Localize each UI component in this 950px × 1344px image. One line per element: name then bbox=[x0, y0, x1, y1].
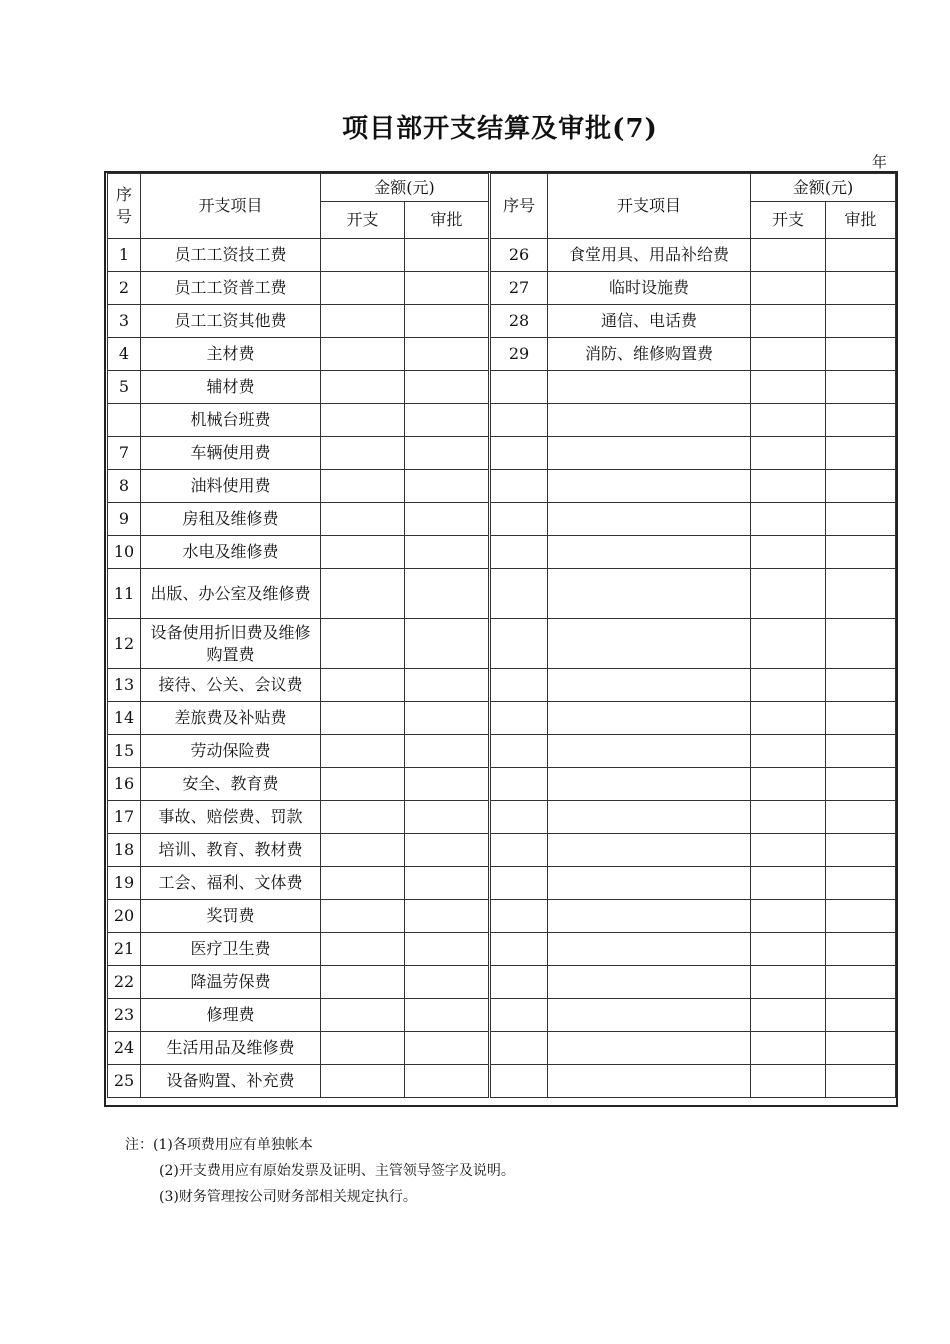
row-item-name: 员工工资其他费 bbox=[141, 305, 321, 338]
row-number bbox=[491, 669, 548, 702]
row-number bbox=[491, 1032, 548, 1065]
approve-amount-cell[interactable] bbox=[826, 867, 896, 900]
table-row bbox=[108, 338, 489, 371]
row-number: 29 bbox=[491, 338, 548, 371]
spend-amount-cell[interactable] bbox=[751, 503, 826, 536]
table-row bbox=[491, 338, 896, 371]
table-row bbox=[108, 669, 489, 702]
notes bbox=[125, 1132, 515, 1210]
row-number: 5 bbox=[108, 371, 141, 404]
approve-amount-cell[interactable] bbox=[826, 735, 896, 768]
table-row bbox=[491, 536, 896, 569]
row-item-name: 临时设施费 bbox=[548, 272, 751, 305]
table-row bbox=[491, 768, 896, 801]
approve-amount-cell[interactable] bbox=[405, 503, 489, 536]
amount-header: 金额(元) bbox=[321, 174, 489, 202]
approve-amount-cell[interactable] bbox=[405, 834, 489, 867]
row-number: 19 bbox=[108, 867, 141, 900]
table-row bbox=[108, 867, 489, 900]
row-item-name bbox=[548, 1032, 751, 1065]
row-number bbox=[491, 569, 548, 619]
row-number: 7 bbox=[108, 437, 141, 470]
approve-amount-cell[interactable] bbox=[405, 272, 489, 305]
approve-amount-cell[interactable] bbox=[826, 702, 896, 735]
spend-header: 开支 bbox=[321, 202, 405, 239]
row-number: 26 bbox=[491, 239, 548, 272]
row-item-name: 员工工资普工费 bbox=[141, 272, 321, 305]
table-row bbox=[491, 569, 896, 619]
spend-amount-cell[interactable] bbox=[751, 768, 826, 801]
row-item-name bbox=[548, 371, 751, 404]
table-row bbox=[108, 371, 489, 404]
row-item-name bbox=[548, 735, 751, 768]
row-number: 27 bbox=[491, 272, 548, 305]
row-item-name: 劳动保险费 bbox=[141, 735, 321, 768]
table-row bbox=[491, 239, 896, 272]
row-item-name: 辅材费 bbox=[141, 371, 321, 404]
table-row bbox=[108, 1032, 489, 1065]
approve-amount-cell[interactable] bbox=[405, 702, 489, 735]
row-item-name: 降温劳保费 bbox=[141, 966, 321, 999]
table-row bbox=[491, 900, 896, 933]
row-item-name: 医疗卫生费 bbox=[141, 933, 321, 966]
row-number: 2 bbox=[108, 272, 141, 305]
table-row bbox=[108, 702, 489, 735]
approve-amount-cell[interactable] bbox=[826, 768, 896, 801]
table-row bbox=[108, 933, 489, 966]
row-number: 18 bbox=[108, 834, 141, 867]
row-number bbox=[491, 834, 548, 867]
row-number bbox=[491, 536, 548, 569]
table-row bbox=[108, 569, 489, 619]
spend-amount-cell[interactable] bbox=[321, 702, 405, 735]
table-row bbox=[108, 536, 489, 569]
row-number: 23 bbox=[108, 999, 141, 1032]
row-item-name bbox=[548, 536, 751, 569]
row-item-name: 车辆使用费 bbox=[141, 437, 321, 470]
approve-amount-cell[interactable] bbox=[405, 1065, 489, 1098]
row-item-name: 消防、维修购置费 bbox=[548, 338, 751, 371]
table-row bbox=[491, 503, 896, 536]
spend-amount-cell[interactable] bbox=[751, 933, 826, 966]
approve-amount-cell[interactable] bbox=[405, 966, 489, 999]
row-item-name bbox=[548, 404, 751, 437]
spend-amount-cell[interactable] bbox=[751, 801, 826, 834]
approve-amount-cell[interactable] bbox=[405, 999, 489, 1032]
row-number: 16 bbox=[108, 768, 141, 801]
spend-amount-cell[interactable] bbox=[321, 272, 405, 305]
spend-amount-cell[interactable] bbox=[751, 569, 826, 619]
item-header: 开支项目 bbox=[141, 174, 321, 239]
table-row bbox=[491, 735, 896, 768]
row-item-name bbox=[548, 470, 751, 503]
note-1: 注：(1)各项费用应有单独帐本 bbox=[125, 1137, 313, 1153]
table-row bbox=[108, 900, 489, 933]
approve-header: 审批 bbox=[405, 202, 489, 239]
row-number bbox=[491, 437, 548, 470]
approve-amount-cell[interactable] bbox=[826, 834, 896, 867]
spend-amount-cell[interactable] bbox=[751, 867, 826, 900]
approve-amount-cell[interactable] bbox=[405, 404, 489, 437]
table-row bbox=[491, 272, 896, 305]
spend-amount-cell[interactable] bbox=[321, 966, 405, 999]
row-number: 14 bbox=[108, 702, 141, 735]
spend-amount-cell[interactable] bbox=[751, 619, 826, 669]
approve-amount-cell[interactable] bbox=[826, 437, 896, 470]
table-row bbox=[491, 966, 896, 999]
row-number bbox=[491, 619, 548, 669]
seq-header-line2: 号 bbox=[115, 207, 132, 226]
row-item-name: 奖罚费 bbox=[141, 900, 321, 933]
spend-amount-cell[interactable] bbox=[321, 801, 405, 834]
spend-amount-cell[interactable] bbox=[321, 999, 405, 1032]
approve-amount-cell[interactable] bbox=[826, 371, 896, 404]
table-row bbox=[108, 437, 489, 470]
approve-amount-cell[interactable] bbox=[826, 1065, 896, 1098]
row-item-name bbox=[548, 966, 751, 999]
row-item-name bbox=[548, 437, 751, 470]
row-number: 3 bbox=[108, 305, 141, 338]
approve-amount-cell[interactable] bbox=[405, 669, 489, 702]
note-2: (2)开支费用应有原始发票及证明、主管领导签字及说明。 bbox=[159, 1163, 515, 1179]
row-number bbox=[491, 1065, 548, 1098]
approve-amount-cell[interactable] bbox=[405, 801, 489, 834]
approve-amount-cell[interactable] bbox=[405, 239, 489, 272]
spend-amount-cell[interactable] bbox=[321, 1032, 405, 1065]
approve-amount-cell[interactable] bbox=[826, 239, 896, 272]
table-row bbox=[108, 768, 489, 801]
approve-amount-cell[interactable] bbox=[826, 619, 896, 669]
year-field[interactable]: 年 bbox=[795, 152, 887, 173]
spend-amount-cell[interactable] bbox=[751, 735, 826, 768]
approve-amount-cell[interactable] bbox=[826, 669, 896, 702]
spend-amount-cell[interactable] bbox=[751, 900, 826, 933]
table-row bbox=[108, 470, 489, 503]
row-number: 17 bbox=[108, 801, 141, 834]
row-number: 12 bbox=[108, 619, 141, 669]
row-number: 25 bbox=[108, 1065, 141, 1098]
row-item-name: 培训、教育、教材费 bbox=[141, 834, 321, 867]
row-item-name bbox=[548, 900, 751, 933]
spend-amount-cell[interactable] bbox=[321, 404, 405, 437]
spend-amount-cell[interactable] bbox=[321, 338, 405, 371]
table-row bbox=[108, 305, 489, 338]
row-item-name bbox=[548, 768, 751, 801]
row-item-name bbox=[548, 999, 751, 1032]
row-item-name: 通信、电话费 bbox=[548, 305, 751, 338]
row-item-name bbox=[548, 1065, 751, 1098]
approve-amount-cell[interactable] bbox=[826, 536, 896, 569]
table-row bbox=[491, 801, 896, 834]
row-number bbox=[491, 503, 548, 536]
row-item-name: 机械台班费 bbox=[141, 404, 321, 437]
seq-header-line1: 序 bbox=[115, 185, 132, 204]
row-number: 11 bbox=[108, 569, 141, 619]
approve-amount-cell[interactable] bbox=[826, 900, 896, 933]
spend-amount-cell[interactable] bbox=[751, 1032, 826, 1065]
row-number bbox=[491, 933, 548, 966]
row-number: 24 bbox=[108, 1032, 141, 1065]
spend-amount-cell[interactable] bbox=[321, 305, 405, 338]
spend-amount-cell[interactable] bbox=[321, 834, 405, 867]
expense-table-right bbox=[490, 173, 896, 1098]
approve-amount-cell[interactable] bbox=[405, 933, 489, 966]
spend-amount-cell[interactable] bbox=[751, 999, 826, 1032]
approve-header: 审批 bbox=[826, 202, 896, 239]
table-row bbox=[491, 437, 896, 470]
row-item-name: 接待、公关、会议费 bbox=[141, 669, 321, 702]
row-number: 13 bbox=[108, 669, 141, 702]
spend-amount-cell[interactable] bbox=[751, 966, 826, 999]
table-row bbox=[491, 867, 896, 900]
table-row bbox=[108, 735, 489, 768]
spend-amount-cell[interactable] bbox=[751, 239, 826, 272]
row-item-name bbox=[548, 669, 751, 702]
approve-amount-cell[interactable] bbox=[405, 735, 489, 768]
row-number bbox=[491, 404, 548, 437]
row-number: 15 bbox=[108, 735, 141, 768]
row-item-name: 出版、办公室及维修费 bbox=[141, 569, 321, 619]
approve-amount-cell[interactable] bbox=[826, 966, 896, 999]
approve-amount-cell[interactable] bbox=[826, 305, 896, 338]
row-item-name bbox=[548, 867, 751, 900]
item-header: 开支项目 bbox=[548, 174, 751, 239]
row-number bbox=[491, 702, 548, 735]
spend-amount-cell[interactable] bbox=[751, 305, 826, 338]
spend-amount-cell[interactable] bbox=[321, 503, 405, 536]
spend-amount-cell[interactable] bbox=[321, 1065, 405, 1098]
spend-amount-cell[interactable] bbox=[751, 1065, 826, 1098]
approve-amount-cell[interactable] bbox=[405, 900, 489, 933]
row-number: 28 bbox=[491, 305, 548, 338]
table-row bbox=[108, 966, 489, 999]
row-number bbox=[491, 966, 548, 999]
expense-table-left bbox=[107, 173, 489, 1098]
table-row bbox=[108, 404, 489, 437]
spend-amount-cell[interactable] bbox=[321, 867, 405, 900]
approve-amount-cell[interactable] bbox=[405, 338, 489, 371]
table-row bbox=[108, 503, 489, 536]
row-item-name: 设备购置、补充费 bbox=[141, 1065, 321, 1098]
table-row bbox=[491, 669, 896, 702]
approve-amount-cell[interactable] bbox=[826, 470, 896, 503]
spend-amount-cell[interactable] bbox=[751, 669, 826, 702]
spend-amount-cell[interactable] bbox=[321, 239, 405, 272]
approve-amount-cell[interactable] bbox=[405, 371, 489, 404]
spend-amount-cell[interactable] bbox=[321, 735, 405, 768]
row-item-name bbox=[548, 702, 751, 735]
page-title: 项目部开支结算及审批(7) bbox=[342, 114, 658, 144]
row-item-name bbox=[548, 503, 751, 536]
table-row bbox=[491, 305, 896, 338]
spend-amount-cell[interactable] bbox=[321, 569, 405, 619]
row-item-name: 生活用品及维修费 bbox=[141, 1032, 321, 1065]
row-item-name bbox=[548, 933, 751, 966]
approve-amount-cell[interactable] bbox=[826, 999, 896, 1032]
row-item-name: 主材费 bbox=[141, 338, 321, 371]
spend-header: 开支 bbox=[751, 202, 826, 239]
spend-amount-cell[interactable] bbox=[751, 470, 826, 503]
spend-amount-cell[interactable] bbox=[751, 437, 826, 470]
approve-amount-cell[interactable] bbox=[405, 470, 489, 503]
spend-amount-cell[interactable] bbox=[751, 536, 826, 569]
row-item-name: 差旅费及补贴费 bbox=[141, 702, 321, 735]
table-row bbox=[491, 1032, 896, 1065]
table-row bbox=[108, 1065, 489, 1098]
approve-amount-cell[interactable] bbox=[826, 338, 896, 371]
approve-amount-cell[interactable] bbox=[405, 569, 489, 619]
table-row bbox=[108, 999, 489, 1032]
approve-amount-cell[interactable] bbox=[826, 404, 896, 437]
spend-amount-cell[interactable] bbox=[751, 834, 826, 867]
row-item-name bbox=[548, 569, 751, 619]
spend-amount-cell[interactable] bbox=[751, 404, 826, 437]
approve-amount-cell[interactable] bbox=[826, 1032, 896, 1065]
seq-header: 序号 bbox=[491, 174, 548, 239]
row-number: 22 bbox=[108, 966, 141, 999]
note-3: (3)财务管理按公司财务部相关规定执行。 bbox=[159, 1189, 417, 1205]
table-row bbox=[491, 1065, 896, 1098]
spend-amount-cell[interactable] bbox=[321, 470, 405, 503]
row-number bbox=[491, 768, 548, 801]
row-item-name bbox=[548, 801, 751, 834]
spend-amount-cell[interactable] bbox=[321, 619, 405, 669]
table-row bbox=[491, 702, 896, 735]
table-row bbox=[108, 834, 489, 867]
table-row bbox=[108, 801, 489, 834]
table-row bbox=[491, 404, 896, 437]
table-row bbox=[491, 470, 896, 503]
row-item-name: 修理费 bbox=[141, 999, 321, 1032]
table-row bbox=[108, 272, 489, 305]
row-number: 10 bbox=[108, 536, 141, 569]
spend-amount-cell[interactable] bbox=[321, 371, 405, 404]
spend-amount-cell[interactable] bbox=[321, 437, 405, 470]
spend-amount-cell[interactable] bbox=[751, 371, 826, 404]
row-item-name: 安全、教育费 bbox=[141, 768, 321, 801]
table-row bbox=[108, 239, 489, 272]
spend-amount-cell[interactable] bbox=[321, 669, 405, 702]
approve-amount-cell[interactable] bbox=[405, 1032, 489, 1065]
row-number bbox=[491, 867, 548, 900]
table-row bbox=[491, 619, 896, 669]
row-item-name bbox=[548, 619, 751, 669]
amount-header: 金额(元) bbox=[751, 174, 896, 202]
seq-header bbox=[108, 174, 141, 239]
row-item-name: 员工工资技工费 bbox=[141, 239, 321, 272]
row-number bbox=[108, 404, 141, 437]
row-item-name: 工会、福利、文体费 bbox=[141, 867, 321, 900]
approve-amount-cell[interactable] bbox=[826, 933, 896, 966]
table-row bbox=[108, 619, 489, 669]
row-number: 4 bbox=[108, 338, 141, 371]
row-number bbox=[491, 735, 548, 768]
row-number bbox=[491, 470, 548, 503]
row-item-name: 设备使用折旧费及维修购置费 bbox=[141, 619, 321, 669]
spend-amount-cell[interactable] bbox=[321, 536, 405, 569]
row-number bbox=[491, 371, 548, 404]
approve-amount-cell[interactable] bbox=[405, 867, 489, 900]
table-row bbox=[491, 933, 896, 966]
approve-amount-cell[interactable] bbox=[405, 768, 489, 801]
row-number bbox=[491, 900, 548, 933]
row-number bbox=[491, 999, 548, 1032]
spend-amount-cell[interactable] bbox=[751, 272, 826, 305]
table-row bbox=[491, 834, 896, 867]
row-item-name bbox=[548, 834, 751, 867]
row-number: 20 bbox=[108, 900, 141, 933]
row-number: 21 bbox=[108, 933, 141, 966]
row-number: 1 bbox=[108, 239, 141, 272]
approve-amount-cell[interactable] bbox=[826, 801, 896, 834]
table-row bbox=[491, 371, 896, 404]
approve-amount-cell[interactable] bbox=[405, 437, 489, 470]
row-item-name: 事故、赔偿费、罚款 bbox=[141, 801, 321, 834]
spend-amount-cell[interactable] bbox=[751, 702, 826, 735]
spend-amount-cell[interactable] bbox=[751, 338, 826, 371]
approve-amount-cell[interactable] bbox=[405, 305, 489, 338]
row-item-name: 房租及维修费 bbox=[141, 503, 321, 536]
spend-amount-cell[interactable] bbox=[321, 768, 405, 801]
row-number: 9 bbox=[108, 503, 141, 536]
spend-amount-cell[interactable] bbox=[321, 900, 405, 933]
approve-amount-cell[interactable] bbox=[826, 569, 896, 619]
approve-amount-cell[interactable] bbox=[405, 619, 489, 669]
row-item-name: 水电及维修费 bbox=[141, 536, 321, 569]
table-row bbox=[491, 999, 896, 1032]
row-item-name: 食堂用具、用品补给费 bbox=[548, 239, 751, 272]
approve-amount-cell[interactable] bbox=[826, 503, 896, 536]
row-number bbox=[491, 801, 548, 834]
approve-amount-cell[interactable] bbox=[405, 536, 489, 569]
row-number: 8 bbox=[108, 470, 141, 503]
row-item-name: 油料使用费 bbox=[141, 470, 321, 503]
approve-amount-cell[interactable] bbox=[826, 272, 896, 305]
spend-amount-cell[interactable] bbox=[321, 933, 405, 966]
